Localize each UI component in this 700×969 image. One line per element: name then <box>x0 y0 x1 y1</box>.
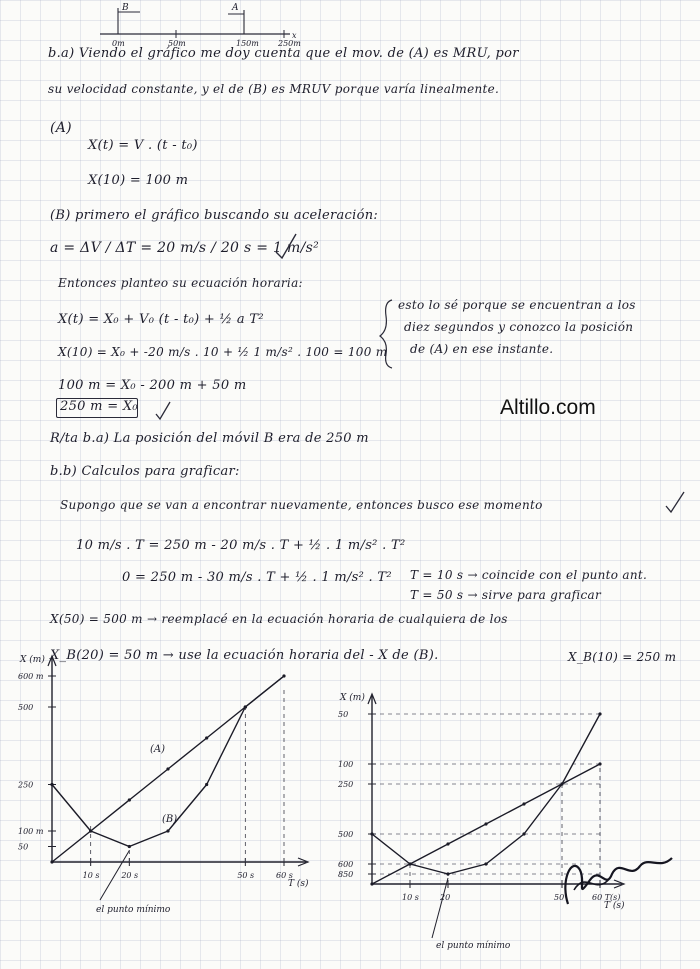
y-axis-label: X (m) <box>340 693 365 703</box>
annotation-0: el punto mínimo <box>436 941 511 951</box>
y-tick-label: 500 <box>338 830 354 839</box>
line-bb-igualdad: 10 m/s . T = 250 m - 20 m/s . T + ½ . 1 m/s² . T² <box>76 538 406 553</box>
note-line-2: diez segundos y conozco la posición <box>404 320 634 334</box>
sketch-label-0: 0m <box>112 39 125 48</box>
sketch-label-x: x <box>292 31 297 40</box>
watermark: Altillo.com <box>500 396 596 419</box>
line-bb-x50: X(50) = 500 m → reemplacé en la ecuación horaria de cualquiera de los <box>50 612 508 626</box>
line-ba-intro-2: su velocidad constante, y el de (B) es MRUV porque varía linealmente. <box>48 82 500 96</box>
line-ba-intro-1: b.a) Viendo el gráfico me doy cuenta que el mov. de (A) es MRU, por <box>48 46 519 61</box>
sketch-label-50: 50m <box>168 39 186 48</box>
y-tick-label: 250 <box>18 780 34 790</box>
annotation-0: (A) <box>150 744 166 755</box>
line-b-resultado: 250 m = X₀ <box>60 399 138 414</box>
x-tick-label: 50 s <box>237 871 255 880</box>
y-axis-label: X (m) <box>20 655 45 665</box>
y-tick-label: 50 <box>338 710 349 719</box>
x-tick-label: 60 s <box>276 871 293 880</box>
y-tick-label: 250 <box>338 780 354 789</box>
x-tick-label: 20 s <box>121 871 139 880</box>
line-a-heading: (A) <box>50 120 72 136</box>
note-line-1: esto lo sé porque se encuentran a los <box>398 298 636 312</box>
x-tick-label: 60 T(s) <box>592 893 621 902</box>
sketch-label-150: 150m <box>236 39 259 48</box>
line-bb-xb10: X_B(10) = 250 m <box>568 650 677 664</box>
line-bb-xb20: X_B(20) = 50 m → use la ecuación horaria del - X de (B). <box>50 648 439 663</box>
x-axis-label: T (s) <box>288 879 309 889</box>
line-bb-sol-1: T = 10 s → coincide con el punto ant. <box>410 568 648 582</box>
x-tick-label: 20 <box>440 893 451 902</box>
sketch-label-b: B <box>122 3 129 13</box>
y-tick-label: 600 <box>338 860 354 869</box>
line-b-heading: (B) primero el gráfico buscando su aceleración: <box>50 208 379 223</box>
line-bb-supongo: Supongo que se van a encontrar nuevamente, entonces busco ese momento <box>60 498 543 512</box>
line-b-ecuacion-general: X(t) = X₀ + V₀ (t - t₀) + ½ a T² <box>58 312 264 327</box>
annotation-2: el punto mínimo <box>96 905 171 915</box>
x-tick-label: 10 s <box>82 871 100 880</box>
line-a-value: X(10) = 100 m <box>88 173 189 188</box>
x-tick-label: 10 s <box>402 893 419 902</box>
line-b-acceleration: a = ΔV / ΔT = 20 m/s / 20 s = 1 m/s² <box>50 240 319 256</box>
line-a-equation: X(t) = V . (t - t₀) <box>88 138 198 153</box>
annotation-1: (B) <box>162 814 178 825</box>
y-tick-label: 100 <box>338 760 354 769</box>
line-bb-sol-2: T = 50 s → sirve para graficar <box>410 588 602 602</box>
y-tick-label: 500 <box>18 703 34 712</box>
line-respuesta-ba: R/ta b.a) La posición del móvil B era de 250 m <box>50 431 369 446</box>
x-tick-label: 50 <box>554 893 565 902</box>
line-b-ecuacion-intro: Entonces planteo su ecuación horaria: <box>58 276 303 290</box>
line-bb-heading: b.b) Calculos para graficar: <box>50 464 240 479</box>
line-b-despeje: 100 m = X₀ - 200 m + 50 m <box>58 378 247 393</box>
line-bb-cuadratica: 0 = 250 m - 30 m/s . T + ½ . 1 m/s² . T² <box>122 570 392 585</box>
y-tick-label: 50 <box>18 842 29 852</box>
line-b-ecuacion-sustitucion: X(10) = X₀ + -20 m/s . 10 + ½ 1 m/s² . 100 = 100 m <box>58 345 388 359</box>
note-line-3: de (A) en ese instante. <box>410 342 554 356</box>
sketch-label-250: 250m <box>278 39 301 48</box>
x-axis-label: T (s) <box>604 901 625 911</box>
sketch-label-a: A <box>232 3 239 13</box>
y-tick-label: 600 m <box>18 672 44 681</box>
y-tick-label: 850 <box>338 870 354 879</box>
y-tick-label: 100 m <box>18 827 44 836</box>
